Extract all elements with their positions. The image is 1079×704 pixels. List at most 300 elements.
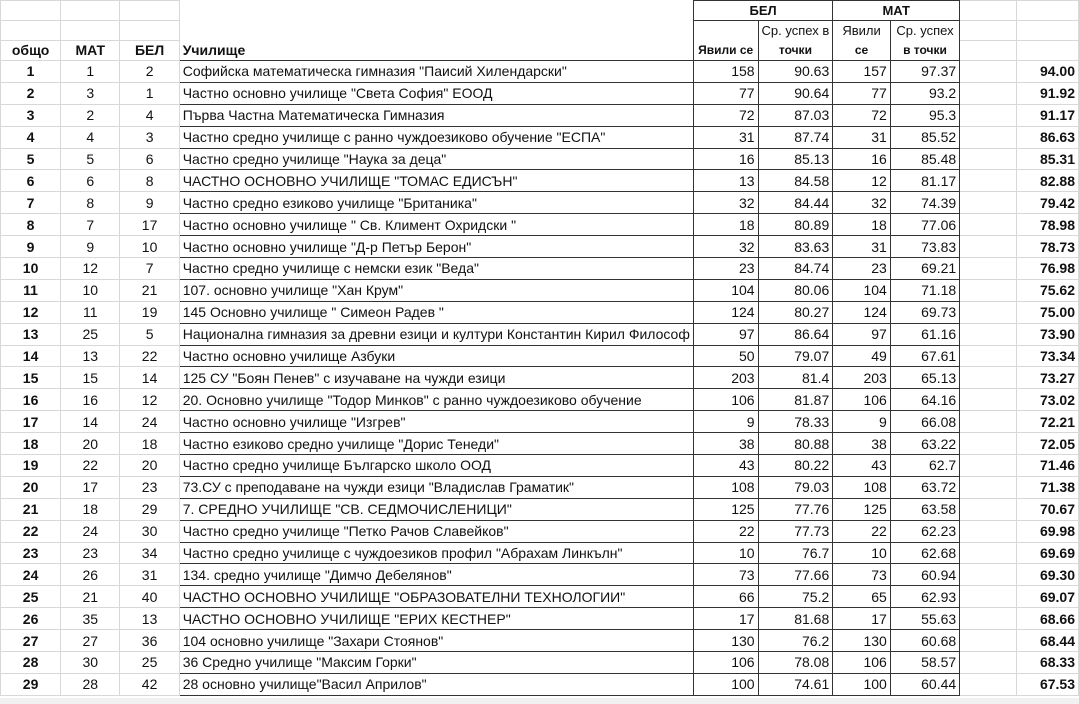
total-score-cell[interactable]: 78.98 (1017, 214, 1079, 236)
mat-avg-cell[interactable]: 62.7 (890, 455, 959, 477)
bel-avg-cell[interactable]: 80.06 (758, 279, 833, 301)
mat-present-cell[interactable]: 124 (833, 301, 891, 323)
bel-avg-cell[interactable]: 76.2 (758, 630, 833, 652)
header-bel-avg-line2[interactable]: точки (758, 41, 833, 61)
school-name-cell[interactable]: 107. основно училище "Хан Крум" (179, 279, 693, 301)
mat-rank-cell[interactable]: 10 (61, 279, 120, 301)
mat-present-cell[interactable]: 16 (833, 148, 891, 170)
bel-rank-cell[interactable]: 24 (120, 411, 179, 433)
bel-avg-cell[interactable]: 87.74 (758, 126, 833, 148)
mat-avg-cell[interactable]: 63.72 (890, 476, 959, 498)
spacer-cell[interactable] (960, 301, 1017, 323)
mat-avg-cell[interactable]: 67.61 (890, 345, 959, 367)
total-score-cell[interactable]: 73.90 (1017, 323, 1079, 345)
school-name-cell[interactable]: 104 основно училище "Захари Стоянов" (179, 630, 693, 652)
bel-rank-cell[interactable]: 13 (120, 608, 179, 630)
bel-rank-cell[interactable]: 2 (120, 61, 179, 83)
mat-avg-cell[interactable]: 73.83 (890, 236, 959, 258)
bel-avg-cell[interactable]: 80.88 (758, 433, 833, 455)
school-name-cell[interactable]: 28 основно училище"Васил Априлов" (179, 673, 693, 695)
school-name-cell[interactable]: Частно основно училище "Света София" ЕООД (179, 82, 693, 104)
total-rank-cell[interactable]: 18 (1, 433, 61, 455)
total-score-cell[interactable]: 71.46 (1017, 455, 1079, 477)
bel-rank-cell[interactable]: 21 (120, 279, 179, 301)
cell[interactable] (1, 21, 61, 41)
header-total-rank[interactable]: общо (1, 41, 61, 61)
mat-present-cell[interactable]: 43 (833, 455, 891, 477)
mat-rank-cell[interactable]: 5 (61, 148, 120, 170)
bel-present-cell[interactable]: 104 (693, 279, 758, 301)
bel-rank-cell[interactable]: 36 (120, 630, 179, 652)
bel-avg-cell[interactable]: 80.22 (758, 455, 833, 477)
mat-rank-cell[interactable]: 12 (61, 258, 120, 280)
bel-present-cell[interactable]: 32 (693, 236, 758, 258)
total-score-cell[interactable]: 69.07 (1017, 586, 1079, 608)
cell[interactable] (61, 1, 120, 21)
total-score-cell[interactable]: 91.92 (1017, 82, 1079, 104)
mat-avg-cell[interactable]: 97.37 (890, 61, 959, 83)
spacer-cell[interactable] (960, 630, 1017, 652)
cell[interactable] (1017, 1, 1079, 21)
mat-avg-cell[interactable]: 66.08 (890, 411, 959, 433)
school-name-cell[interactable]: 36 Средно училище "Максим Горки" (179, 652, 693, 674)
mat-rank-cell[interactable]: 9 (61, 236, 120, 258)
mat-avg-cell[interactable]: 93.2 (890, 82, 959, 104)
bel-present-cell[interactable]: 10 (693, 542, 758, 564)
mat-rank-cell[interactable]: 15 (61, 367, 120, 389)
total-score-cell[interactable]: 72.05 (1017, 433, 1079, 455)
total-rank-cell[interactable]: 25 (1, 586, 61, 608)
total-rank-cell[interactable]: 10 (1, 258, 61, 280)
total-rank-cell[interactable]: 21 (1, 498, 61, 520)
school-name-cell[interactable]: Частно средно училище Българско школо ООД (179, 455, 693, 477)
mat-rank-cell[interactable]: 8 (61, 192, 120, 214)
header-bel-rank[interactable]: БЕЛ (120, 41, 179, 61)
bel-avg-cell[interactable]: 81.87 (758, 389, 833, 411)
mat-present-cell[interactable]: 10 (833, 542, 891, 564)
bel-present-cell[interactable]: 66 (693, 586, 758, 608)
total-rank-cell[interactable]: 19 (1, 455, 61, 477)
mat-rank-cell[interactable]: 26 (61, 564, 120, 586)
mat-present-cell[interactable]: 130 (833, 630, 891, 652)
bel-rank-cell[interactable]: 17 (120, 214, 179, 236)
cell[interactable] (179, 1, 693, 21)
bel-rank-cell[interactable]: 22 (120, 345, 179, 367)
bel-present-cell[interactable]: 158 (693, 61, 758, 83)
mat-avg-cell[interactable]: 85.48 (890, 148, 959, 170)
total-rank-cell[interactable]: 1 (1, 61, 61, 83)
school-name-cell[interactable]: 7. СРЕДНО УЧИЛИЩЕ "СВ. СЕДМОЧИСЛЕНИЦИ" (179, 498, 693, 520)
mat-avg-cell[interactable]: 63.58 (890, 498, 959, 520)
spacer-cell[interactable] (960, 476, 1017, 498)
mat-avg-cell[interactable]: 63.22 (890, 433, 959, 455)
bel-avg-cell[interactable]: 78.08 (758, 652, 833, 674)
mat-present-cell[interactable]: 104 (833, 279, 891, 301)
mat-rank-cell[interactable]: 22 (61, 455, 120, 477)
mat-rank-cell[interactable]: 7 (61, 214, 120, 236)
header-bel-present[interactable]: Явили се (693, 41, 758, 61)
spacer-cell[interactable] (960, 126, 1017, 148)
mat-rank-cell[interactable]: 11 (61, 301, 120, 323)
mat-present-cell[interactable]: 9 (833, 411, 891, 433)
bel-present-cell[interactable]: 97 (693, 323, 758, 345)
school-name-cell[interactable]: 145 Основно училище " Симеон Радев " (179, 301, 693, 323)
bel-rank-cell[interactable]: 40 (120, 586, 179, 608)
mat-avg-cell[interactable]: 62.93 (890, 586, 959, 608)
spacer-cell[interactable] (960, 279, 1017, 301)
mat-avg-cell[interactable]: 69.21 (890, 258, 959, 280)
school-name-cell[interactable]: Частно езиково средно училище "Дорис Тенеди" (179, 433, 693, 455)
spacer-cell[interactable] (960, 433, 1017, 455)
bel-present-cell[interactable]: 130 (693, 630, 758, 652)
total-score-cell[interactable]: 69.98 (1017, 520, 1079, 542)
cell[interactable] (120, 1, 179, 21)
mat-avg-cell[interactable]: 60.94 (890, 564, 959, 586)
bel-rank-cell[interactable]: 20 (120, 455, 179, 477)
total-score-cell[interactable]: 79.42 (1017, 192, 1079, 214)
total-rank-cell[interactable]: 13 (1, 323, 61, 345)
bel-avg-cell[interactable]: 83.63 (758, 236, 833, 258)
bel-present-cell[interactable]: 23 (693, 258, 758, 280)
mat-present-cell[interactable]: 100 (833, 673, 891, 695)
spacer-cell[interactable] (960, 82, 1017, 104)
total-score-cell[interactable]: 68.44 (1017, 630, 1079, 652)
total-score-cell[interactable]: 67.53 (1017, 673, 1079, 695)
mat-avg-cell[interactable]: 77.06 (890, 214, 959, 236)
total-rank-cell[interactable]: 11 (1, 279, 61, 301)
bel-rank-cell[interactable]: 31 (120, 564, 179, 586)
bel-present-cell[interactable]: 38 (693, 433, 758, 455)
bel-avg-cell[interactable]: 74.61 (758, 673, 833, 695)
total-score-cell[interactable]: 85.31 (1017, 148, 1079, 170)
bel-avg-cell[interactable]: 86.64 (758, 323, 833, 345)
spacer-cell[interactable] (960, 258, 1017, 280)
mat-avg-cell[interactable]: 62.23 (890, 520, 959, 542)
mat-avg-cell[interactable]: 81.17 (890, 170, 959, 192)
total-rank-cell[interactable]: 27 (1, 630, 61, 652)
total-score-cell[interactable]: 78.73 (1017, 236, 1079, 258)
mat-rank-cell[interactable]: 14 (61, 411, 120, 433)
bel-present-cell[interactable]: 203 (693, 367, 758, 389)
mat-rank-cell[interactable]: 25 (61, 323, 120, 345)
mat-present-cell[interactable]: 18 (833, 214, 891, 236)
total-score-cell[interactable]: 76.98 (1017, 258, 1079, 280)
total-rank-cell[interactable]: 4 (1, 126, 61, 148)
cell[interactable] (960, 41, 1017, 61)
cell[interactable] (960, 1, 1017, 21)
mat-rank-cell[interactable]: 6 (61, 170, 120, 192)
total-score-cell[interactable]: 82.88 (1017, 170, 1079, 192)
total-score-cell[interactable]: 70.67 (1017, 498, 1079, 520)
mat-present-cell[interactable]: 77 (833, 82, 891, 104)
mat-rank-cell[interactable]: 16 (61, 389, 120, 411)
bel-avg-cell[interactable]: 80.89 (758, 214, 833, 236)
mat-present-cell[interactable]: 73 (833, 564, 891, 586)
school-name-cell[interactable]: Частно средно езиково училище "Британика" (179, 192, 693, 214)
bel-present-cell[interactable]: 124 (693, 301, 758, 323)
school-name-cell[interactable]: Софийска математическа гимназия "Паисий Хилендарски" (179, 61, 693, 83)
horizontal-scrollbar[interactable] (0, 698, 1079, 704)
spacer-cell[interactable] (960, 652, 1017, 674)
bel-rank-cell[interactable]: 29 (120, 498, 179, 520)
total-rank-cell[interactable]: 24 (1, 564, 61, 586)
mat-present-cell[interactable]: 38 (833, 433, 891, 455)
total-score-cell[interactable]: 94.00 (1017, 61, 1079, 83)
total-score-cell[interactable]: 71.38 (1017, 476, 1079, 498)
school-name-cell[interactable]: 20. Основно училище "Тодор Минков" с ранно чуждоезиково обучение (179, 389, 693, 411)
mat-avg-cell[interactable]: 64.16 (890, 389, 959, 411)
mat-avg-cell[interactable]: 85.52 (890, 126, 959, 148)
school-name-cell[interactable]: Частно средно училище с чуждоезиков профил "Абрахам Линкълн" (179, 542, 693, 564)
mat-rank-cell[interactable]: 13 (61, 345, 120, 367)
bel-rank-cell[interactable]: 9 (120, 192, 179, 214)
mat-rank-cell[interactable]: 17 (61, 476, 120, 498)
mat-present-cell[interactable]: 157 (833, 61, 891, 83)
bel-present-cell[interactable]: 13 (693, 170, 758, 192)
bel-rank-cell[interactable]: 19 (120, 301, 179, 323)
bel-avg-cell[interactable]: 76.7 (758, 542, 833, 564)
total-score-cell[interactable]: 73.27 (1017, 367, 1079, 389)
school-name-cell[interactable]: Частно средно училище с ранно чуждоезиково обучение "ЕСПА" (179, 126, 693, 148)
mat-rank-cell[interactable]: 21 (61, 586, 120, 608)
school-name-cell[interactable]: ЧАСТНО ОСНОВНО УЧИЛИЩЕ "ОБРАЗОВАТЕЛНИ ТЕХНОЛОГИИ" (179, 586, 693, 608)
mat-present-cell[interactable]: 72 (833, 104, 891, 126)
total-score-cell[interactable]: 91.17 (1017, 104, 1079, 126)
total-score-cell[interactable]: 72.21 (1017, 411, 1079, 433)
mat-avg-cell[interactable]: 95.3 (890, 104, 959, 126)
cell[interactable] (179, 21, 693, 41)
mat-present-cell[interactable]: 106 (833, 652, 891, 674)
total-rank-cell[interactable]: 14 (1, 345, 61, 367)
mat-rank-cell[interactable]: 27 (61, 630, 120, 652)
bel-avg-cell[interactable]: 85.13 (758, 148, 833, 170)
bel-avg-cell[interactable]: 77.66 (758, 564, 833, 586)
school-name-cell[interactable]: 73.СУ с преподаване на чужди езици "Владислав Граматик" (179, 476, 693, 498)
bel-avg-cell[interactable]: 84.74 (758, 258, 833, 280)
total-rank-cell[interactable]: 29 (1, 673, 61, 695)
total-rank-cell[interactable]: 20 (1, 476, 61, 498)
bel-present-cell[interactable]: 108 (693, 476, 758, 498)
mat-rank-cell[interactable]: 2 (61, 104, 120, 126)
total-rank-cell[interactable]: 8 (1, 214, 61, 236)
mat-avg-cell[interactable]: 62.68 (890, 542, 959, 564)
bel-present-cell[interactable]: 73 (693, 564, 758, 586)
cell[interactable] (960, 21, 1017, 41)
mat-avg-cell[interactable]: 65.13 (890, 367, 959, 389)
mat-present-cell[interactable]: 97 (833, 323, 891, 345)
school-name-cell[interactable]: Частно основно училище "Д-р Петър Берон" (179, 236, 693, 258)
spacer-cell[interactable] (960, 367, 1017, 389)
school-name-cell[interactable]: Частно основно училище "Изгрев" (179, 411, 693, 433)
bel-rank-cell[interactable]: 10 (120, 236, 179, 258)
mat-rank-cell[interactable]: 30 (61, 652, 120, 674)
bel-rank-cell[interactable]: 30 (120, 520, 179, 542)
total-rank-cell[interactable]: 16 (1, 389, 61, 411)
spacer-cell[interactable] (960, 192, 1017, 214)
total-score-cell[interactable]: 73.02 (1017, 389, 1079, 411)
mat-present-cell[interactable]: 32 (833, 192, 891, 214)
total-score-cell[interactable]: 69.69 (1017, 542, 1079, 564)
mat-present-cell[interactable]: 125 (833, 498, 891, 520)
header-mat-avg-line2[interactable]: в точки (890, 41, 959, 61)
total-score-cell[interactable]: 68.33 (1017, 652, 1079, 674)
spacer-cell[interactable] (960, 389, 1017, 411)
mat-rank-cell[interactable]: 20 (61, 433, 120, 455)
spacer-cell[interactable] (960, 455, 1017, 477)
total-rank-cell[interactable]: 26 (1, 608, 61, 630)
bel-avg-cell[interactable]: 90.64 (758, 82, 833, 104)
spacer-cell[interactable] (960, 673, 1017, 695)
bel-rank-cell[interactable]: 8 (120, 170, 179, 192)
mat-avg-cell[interactable]: 69.73 (890, 301, 959, 323)
bel-rank-cell[interactable]: 34 (120, 542, 179, 564)
bel-rank-cell[interactable]: 18 (120, 433, 179, 455)
total-rank-cell[interactable]: 5 (1, 148, 61, 170)
bel-avg-cell[interactable]: 77.73 (758, 520, 833, 542)
bel-present-cell[interactable]: 77 (693, 82, 758, 104)
bel-present-cell[interactable]: 100 (693, 673, 758, 695)
cell[interactable] (1017, 21, 1079, 41)
mat-rank-cell[interactable]: 24 (61, 520, 120, 542)
bel-present-cell[interactable]: 106 (693, 389, 758, 411)
bel-rank-cell[interactable]: 6 (120, 148, 179, 170)
mat-avg-cell[interactable]: 60.44 (890, 673, 959, 695)
bel-avg-cell[interactable]: 84.44 (758, 192, 833, 214)
mat-avg-cell[interactable]: 60.68 (890, 630, 959, 652)
bel-avg-cell[interactable]: 78.33 (758, 411, 833, 433)
total-score-cell[interactable]: 75.62 (1017, 279, 1079, 301)
mat-avg-cell[interactable]: 55.63 (890, 608, 959, 630)
mat-present-cell[interactable]: 12 (833, 170, 891, 192)
mat-avg-cell[interactable]: 61.16 (890, 323, 959, 345)
bel-present-cell[interactable]: 9 (693, 411, 758, 433)
bel-avg-cell[interactable]: 75.2 (758, 586, 833, 608)
bel-rank-cell[interactable]: 1 (120, 82, 179, 104)
school-name-cell[interactable]: ЧАСТНО ОСНОВНО УЧИЛИЩЕ "ЕРИХ КЕСТНЕР" (179, 608, 693, 630)
mat-present-cell[interactable]: 22 (833, 520, 891, 542)
spacer-cell[interactable] (960, 520, 1017, 542)
bel-rank-cell[interactable]: 42 (120, 673, 179, 695)
mat-present-cell[interactable]: 108 (833, 476, 891, 498)
spacer-cell[interactable] (960, 170, 1017, 192)
bel-rank-cell[interactable]: 4 (120, 104, 179, 126)
bel-present-cell[interactable]: 106 (693, 652, 758, 674)
bel-avg-cell[interactable]: 79.07 (758, 345, 833, 367)
total-score-cell[interactable]: 86.63 (1017, 126, 1079, 148)
school-name-cell[interactable]: 125 СУ "Боян Пенев" с изучаване на чужди езици (179, 367, 693, 389)
bel-present-cell[interactable]: 32 (693, 192, 758, 214)
school-name-cell[interactable]: Национална гимназия за древни езици и култури Константин Кирил Философ (179, 323, 693, 345)
spacer-cell[interactable] (960, 236, 1017, 258)
total-rank-cell[interactable]: 12 (1, 301, 61, 323)
mat-rank-cell[interactable]: 23 (61, 542, 120, 564)
total-rank-cell[interactable]: 15 (1, 367, 61, 389)
cell[interactable] (61, 21, 120, 41)
total-score-cell[interactable]: 69.30 (1017, 564, 1079, 586)
mat-present-cell[interactable]: 31 (833, 236, 891, 258)
school-name-cell[interactable]: Частно средно училище с немски език "Веда" (179, 258, 693, 280)
bel-present-cell[interactable]: 72 (693, 104, 758, 126)
mat-rank-cell[interactable]: 1 (61, 61, 120, 83)
bel-avg-cell[interactable]: 90.63 (758, 61, 833, 83)
bel-avg-cell[interactable]: 79.03 (758, 476, 833, 498)
spacer-cell[interactable] (960, 608, 1017, 630)
spacer-cell[interactable] (960, 104, 1017, 126)
school-name-cell[interactable]: Частно основно училище Азбуки (179, 345, 693, 367)
total-score-cell[interactable]: 73.34 (1017, 345, 1079, 367)
bel-present-cell[interactable]: 18 (693, 214, 758, 236)
bel-present-cell[interactable]: 50 (693, 345, 758, 367)
header-mat-present-line2[interactable]: се (833, 41, 891, 61)
bel-rank-cell[interactable]: 12 (120, 389, 179, 411)
mat-present-cell[interactable]: 106 (833, 389, 891, 411)
spacer-cell[interactable] (960, 411, 1017, 433)
total-rank-cell[interactable]: 17 (1, 411, 61, 433)
mat-present-cell[interactable]: 203 (833, 367, 891, 389)
spacer-cell[interactable] (960, 61, 1017, 83)
bel-rank-cell[interactable]: 7 (120, 258, 179, 280)
header-mat-present-line1[interactable]: Явили (833, 21, 891, 41)
total-rank-cell[interactable]: 9 (1, 236, 61, 258)
bel-avg-cell[interactable]: 81.4 (758, 367, 833, 389)
spacer-cell[interactable] (960, 345, 1017, 367)
total-score-cell[interactable]: 75.00 (1017, 301, 1079, 323)
bel-present-cell[interactable]: 17 (693, 608, 758, 630)
bel-present-cell[interactable]: 43 (693, 455, 758, 477)
spacer-cell[interactable] (960, 498, 1017, 520)
cell[interactable] (1, 1, 61, 21)
school-name-cell[interactable]: Частно средно училище "Наука за деца" (179, 148, 693, 170)
total-rank-cell[interactable]: 28 (1, 652, 61, 674)
header-school[interactable]: Училище (179, 41, 693, 61)
total-rank-cell[interactable]: 6 (1, 170, 61, 192)
mat-rank-cell[interactable]: 4 (61, 126, 120, 148)
bel-rank-cell[interactable]: 5 (120, 323, 179, 345)
header-bel-avg-line1[interactable]: Ср. успех в (758, 21, 833, 41)
total-score-cell[interactable]: 68.66 (1017, 608, 1079, 630)
school-name-cell[interactable]: 134. средно училище "Димчо Дебелянов" (179, 564, 693, 586)
bel-present-cell[interactable]: 31 (693, 126, 758, 148)
mat-avg-cell[interactable]: 74.39 (890, 192, 959, 214)
mat-present-cell[interactable]: 49 (833, 345, 891, 367)
cell[interactable] (693, 21, 758, 41)
spacer-cell[interactable] (960, 323, 1017, 345)
school-name-cell[interactable]: Първа Частна Математическа Гимназия (179, 104, 693, 126)
mat-avg-cell[interactable]: 71.18 (890, 279, 959, 301)
bel-rank-cell[interactable]: 3 (120, 126, 179, 148)
bel-avg-cell[interactable]: 84.58 (758, 170, 833, 192)
mat-rank-cell[interactable]: 28 (61, 673, 120, 695)
total-rank-cell[interactable]: 3 (1, 104, 61, 126)
bel-avg-cell[interactable]: 77.76 (758, 498, 833, 520)
spacer-cell[interactable] (960, 148, 1017, 170)
total-rank-cell[interactable]: 7 (1, 192, 61, 214)
school-name-cell[interactable]: Частно средно училище "Петко Рачов Славейков" (179, 520, 693, 542)
school-name-cell[interactable]: ЧАСТНО ОСНОВНО УЧИЛИЩЕ "ТОМАС ЕДИСЪН" (179, 170, 693, 192)
school-name-cell[interactable]: Частно основно училище " Св. Климент Охридски " (179, 214, 693, 236)
header-mat-avg-line1[interactable]: Ср. успех (890, 21, 959, 41)
bel-rank-cell[interactable]: 23 (120, 476, 179, 498)
bel-rank-cell[interactable]: 14 (120, 367, 179, 389)
bel-present-cell[interactable]: 125 (693, 498, 758, 520)
spacer-cell[interactable] (960, 564, 1017, 586)
bel-avg-cell[interactable]: 81.68 (758, 608, 833, 630)
spacer-cell[interactable] (960, 214, 1017, 236)
mat-rank-cell[interactable]: 3 (61, 82, 120, 104)
cell[interactable] (1017, 41, 1079, 61)
spacer-cell[interactable] (960, 542, 1017, 564)
bel-present-cell[interactable]: 16 (693, 148, 758, 170)
